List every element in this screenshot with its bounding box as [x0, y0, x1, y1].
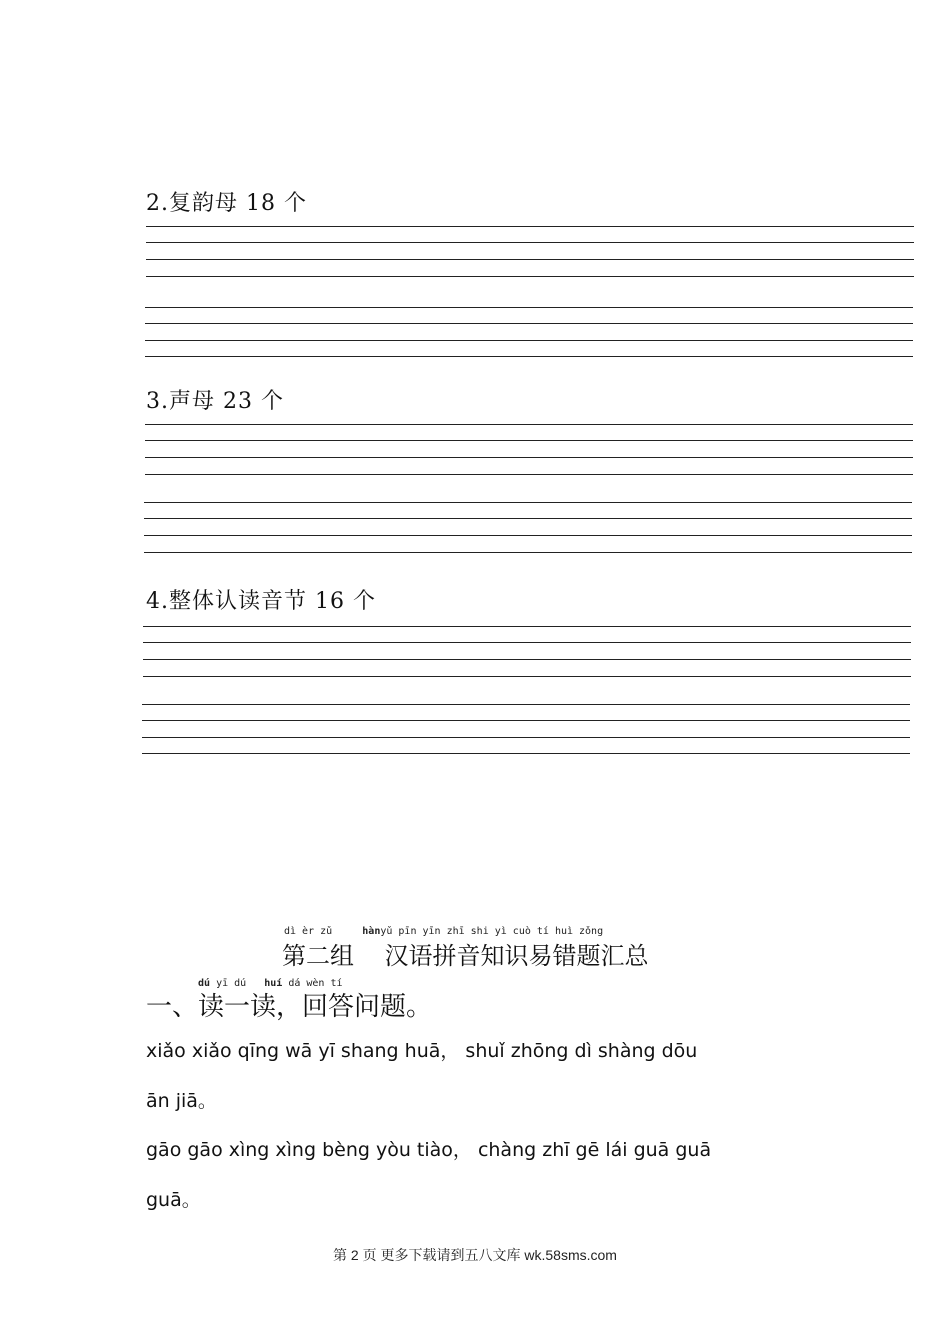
- question-heading: 一、读一读，回答问题。: [146, 992, 433, 1022]
- passage-line-4: guā。: [146, 1189, 201, 1211]
- heading-compound-finals: 2.复韵母 18 个: [146, 191, 307, 216]
- pinyin-segment: hàn: [362, 926, 381, 937]
- heading-whole-syllables: 4.整体认读音节 16 个: [146, 589, 376, 614]
- passage-line-2: ān jiā。: [146, 1090, 217, 1112]
- pinyin-segment: dá wèn tí: [282, 978, 343, 989]
- page-footer: 第 2 页 更多下载请到五八文库 wk.58sms.com: [333, 1247, 617, 1263]
- writing-lines-whole-syllables: [0, 626, 950, 766]
- passage-line-1: xiǎo xiǎo qīng wā yī shang huā， shuǐ zhōng dì shàng dōu: [146, 1040, 698, 1062]
- pinyin-segment: dì èr zǔ: [284, 926, 333, 937]
- writing-lines-compound-finals: [0, 226, 950, 366]
- pinyin-segment: yǔ pīn yīn zhī shi yì cuò tí huì zǒng: [380, 926, 604, 937]
- pinyin-segment: dú: [198, 978, 211, 989]
- writing-lines-initials: [0, 424, 950, 564]
- heading-initials: 3.声母 23 个: [146, 389, 284, 414]
- pinyin-segment: huí: [264, 978, 283, 989]
- section-title: 第二组 汉语拼音知识易错题汇总: [282, 942, 649, 970]
- pinyin-segment: yī dú: [210, 978, 265, 989]
- passage-line-3: gāo gāo xìng xìng bèng yòu tiào， chàng zhī gē lái guā guā: [146, 1139, 712, 1161]
